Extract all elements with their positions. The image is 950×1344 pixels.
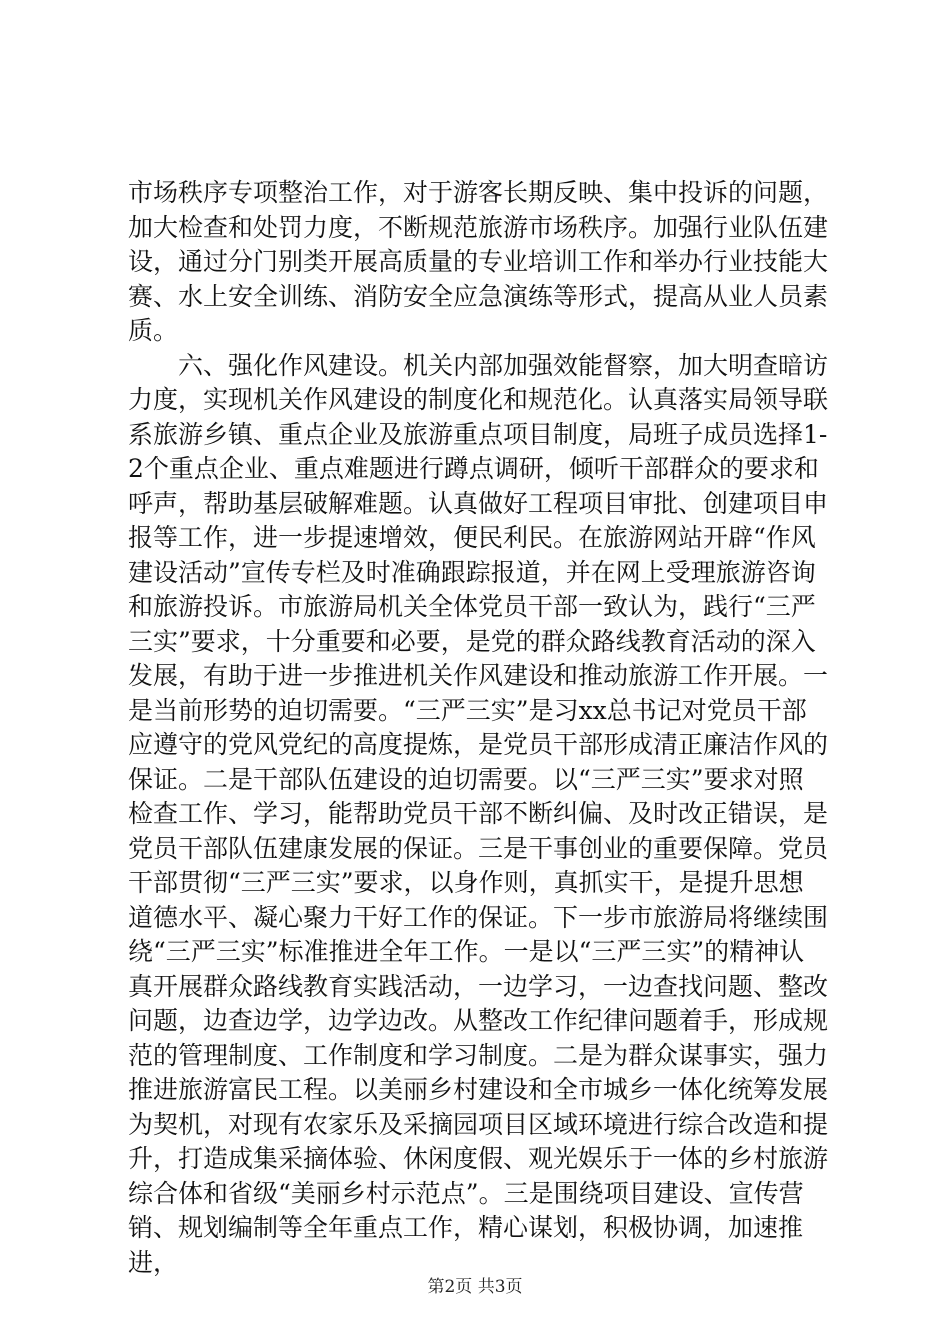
document-body bbox=[128, 176, 828, 1280]
paragraph-1: 市场秩序专项整治工作，对于游客长期反映、集中投诉的问题，加大检查和处罚力度，不断规范旅游市场秩序。加强行业队伍建设，通过分门别类开展高质量的专业培训工作和举办行业技能大赛、水上安全训练、消防安全应急演练等形式，提高从业人员素质。 bbox=[128, 178, 829, 345]
page-footer: 第2页 共3页 bbox=[427, 1277, 523, 1297]
paragraph-2: 六、强化作风建设。机关内部加强效能督察，加大明查暗访力度，实现机关作风建设的制度化和规范化。认真落实局领导联系旅游乡镇、重点企业及旅游重点项目制度，局班子成员选择1-2个重点企业、重点难题进行蹲点调研，倾听干部群众的要求和呼声，帮助基层破解难题。认真做好工程项目审批、创建项目申报等工作，进一步提速增效，便民利民。在旅游网站开辟“作风建设活动”宣传专栏及时准确跟踪报道，并在网上受理旅游咨询和旅游投诉。市旅游局机关全体党员干部一致认为，践行“三严三实”要求，十分重要和必要，是党的群众路线教育活动的深入发展，有助于进一步推进机关作风建设和推动旅游工作开展。一是当前形势的迫切需要。“三严三实”是习xx总书记对党员干部应遵守的党风党纪的高度提炼，是党员干部形成清正廉洁作风的保证。二是干部队伍建设的迫切需要。以“三严三实”要求对照检查工作、学习，能帮助党员干部不断纠偏、及时改正错误，是党员干部队伍建康发展的保证。三是干事创业的重要保障。党员干部贯彻“三严三实”要求，以身作则，真抓实干，是提升思想道德水平、凝心聚力干好工作的保证。下一步市旅游局将继续围绕“三严三实”标准推进全年工作。一是以“三严三实”的精神认真开展群众路线教育实践活动，一边学习，一边查找问题、整改问题，边查边学，边学边改。从整改工作纪律问题着手，形成规范的管理制度、工作制度和学习制度。二是为群众谋事实，强力推进旅游富民工程。以美丽乡村建设和全市城乡一体化统筹发展为契机，对现有农家乐及采摘园项目区域环境进行综合改造和提升，打造成集采摘体验、休闲度假、观光娱乐于一体的乡村旅游综合体和省级“美丽乡村示范点”。三是围绕项目建设、宣传营销、规划编制等全年重点工作，精心谋划，积极协调，加速推进， bbox=[128, 350, 829, 1277]
